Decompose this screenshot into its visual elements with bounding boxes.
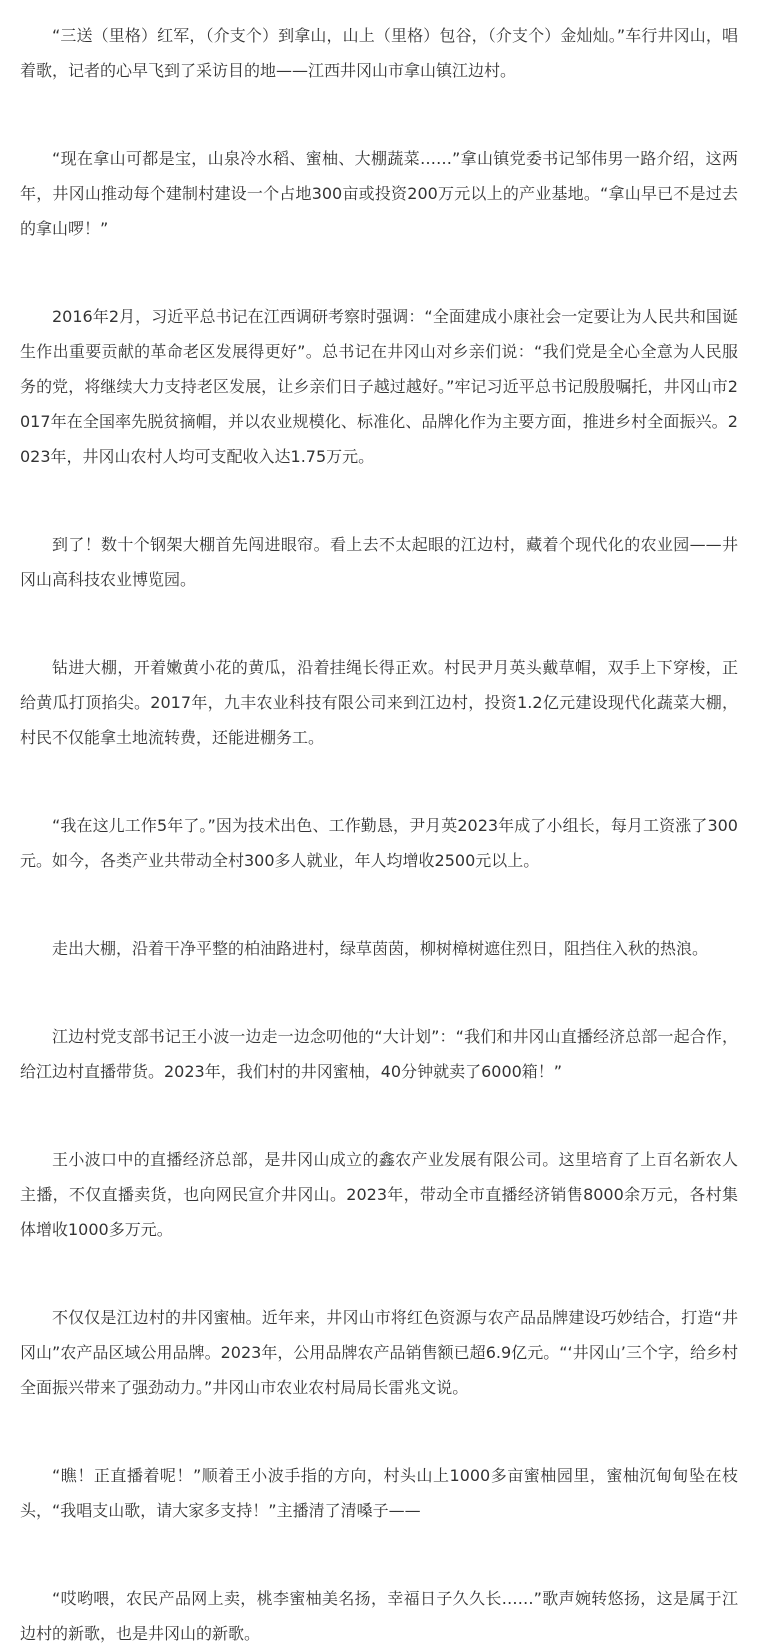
paragraph-10: 不仅仅是江边村的井冈蜜柚。近年来，井冈山市将红色资源与农产品品牌建设巧妙结合，打造“井冈山”农产品区域公用品牌。2023年，公用品牌农产品销售额已超6.9亿元。“‘井冈山’三个字，给乡村全面振兴带来了强劲动力。”井冈山市农业农村局局长雷兆文说。 xyxy=(20,1308,738,1397)
paragraph-4: 到了！数十个钢架大棚首先闯进眼帘。看上去不太起眼的江边村，藏着个现代化的农业园——井冈山高科技农业博览园。 xyxy=(20,535,738,589)
paragraph-5: 钻进大棚，开着嫩黄小花的黄瓜，沿着挂绳长得正欢。村民尹月英头戴草帽，双手上下穿梭，正给黄瓜打顶掐尖。2017年，九丰农业科技有限公司来到江边村，投资1.2亿元建设现代化蔬菜大棚，村民不仅能拿土地流转费，还能进棚务工。 xyxy=(20,658,738,747)
paragraph-8: 江边村党支部书记王小波一边走一边念叨他的“大计划”：“我们和井冈山直播经济总部一起合作，给江边村直播带货。2023年，我们村的井冈蜜柚，40分钟就卖了6000箱！” xyxy=(20,1027,738,1081)
paragraph-2: “现在拿山可都是宝，山泉冷水稻、蜜柚、大棚蔬菜……”拿山镇党委书记邹伟男一路介绍，这两年，井冈山推动每个建制村建设一个占地300亩或投资200万元以上的产业基地。“拿山早已不是过去的拿山啰！” xyxy=(20,149,738,238)
paragraph-6: “我在这儿工作5年了。”因为技术出色、工作勤恳，尹月英2023年成了小组长，每月工资涨了300元。如今，各类产业共带动全村300多人就业，年人均增收2500元以上。 xyxy=(20,816,738,870)
paragraph-12: “哎哟喂，农民产品网上卖，桃李蜜柚美名扬，幸福日子久久长……”歌声婉转悠扬，这是属于江边村的新歌，也是井冈山的新歌。 xyxy=(20,1589,738,1643)
article-body xyxy=(20,18,738,1651)
paragraph-11: “瞧！正直播着呢！”顺着王小波手指的方向，村头山上1000多亩蜜柚园里，蜜柚沉甸甸坠在枝头，“我唱支山歌，请大家多支持！”主播清了清嗓子—— xyxy=(20,1466,738,1520)
paragraph-3: 2016年2月，习近平总书记在江西调研考察时强调：“全面建成小康社会一定要让为人民共和国诞生作出重要贡献的革命老区发展得更好”。总书记在井冈山对乡亲们说：“我们党是全心全意为人民服务的党，将继续大力支持老区发展，让乡亲们日子越过越好。”牢记习近平总书记殷殷嘱托，井冈山市2017年在全国率先脱贫摘帽，并以农业规模化、标准化、品牌化作为主要方面，推进乡村全面振兴。2023年，井冈山农村人均可支配收入达1.75万元。 xyxy=(20,307,738,466)
paragraph-1: “三送（里格）红军，（介支个）到拿山，山上（里格）包谷，（介支个）金灿灿。”车行井冈山，唱着歌，记者的心早飞到了采访目的地——江西井冈山市拿山镇江边村。 xyxy=(20,26,738,80)
paragraph-7: 走出大棚，沿着干净平整的柏油路进村，绿草茵茵，柳树樟树遮住烈日，阻挡住入秋的热浪。 xyxy=(52,939,709,958)
paragraph-9: 王小波口中的直播经济总部，是井冈山成立的鑫农产业发展有限公司。这里培育了上百名新农人主播，不仅直播卖货，也向网民宣介井冈山。2023年，带动全市直播经济销售8000余万元，各村集体增收1000多万元。 xyxy=(20,1150,738,1239)
